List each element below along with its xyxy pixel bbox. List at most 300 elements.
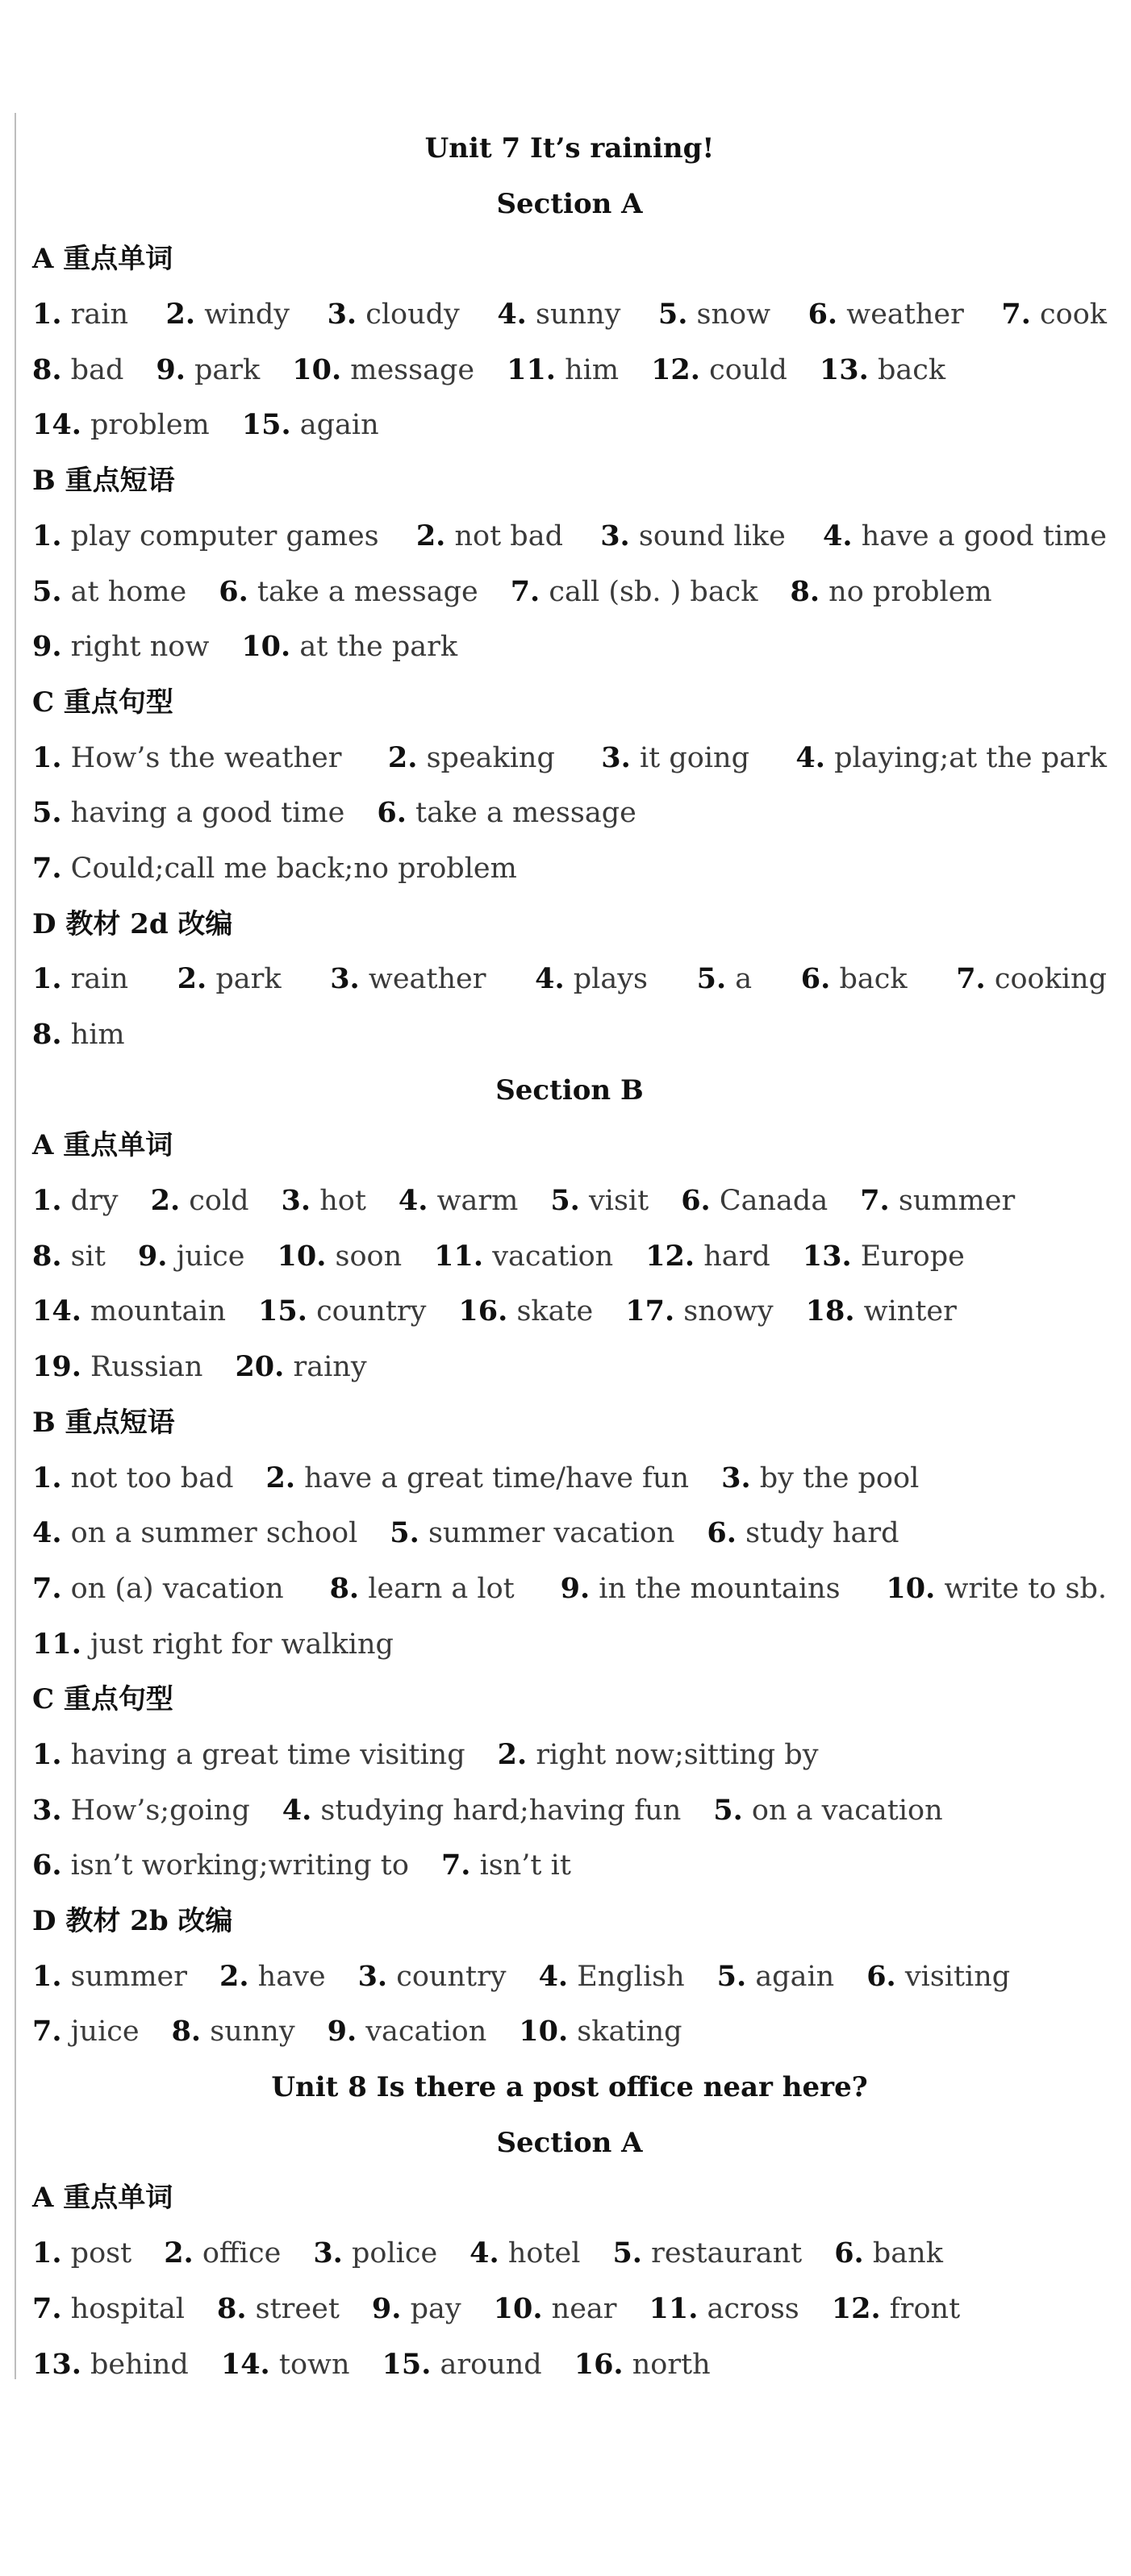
item-answer: Canada: [710, 1185, 828, 1218]
item-answer: rain: [61, 298, 129, 331]
answer-item: [519, 2004, 682, 2060]
item-number: 3.: [601, 740, 631, 774]
item-answer: message: [341, 353, 475, 386]
item-answer: summer: [61, 1960, 187, 1993]
item-answer: park: [185, 353, 261, 386]
answer-row: [29, 509, 1110, 565]
item-answer: learn a lot: [359, 1572, 515, 1605]
answer-row: [29, 952, 1110, 1007]
item-answer: problem: [81, 409, 210, 442]
answer-item: [292, 343, 474, 398]
item-answer: hard: [695, 1240, 770, 1273]
item-number: 7.: [956, 962, 986, 996]
item-number: 17.: [625, 1294, 675, 1328]
item-answer: Could;call me back;no problem: [61, 852, 517, 885]
item-number: 7.: [32, 1571, 62, 1605]
answer-item: [574, 2337, 711, 2393]
item-number: 7.: [860, 1184, 890, 1218]
answer-item: [795, 731, 1107, 786]
item-number: 15.: [258, 1294, 307, 1328]
item-number: 9.: [371, 2291, 402, 2325]
item-answer: just right for walking: [81, 1628, 394, 1661]
item-answer: visit: [579, 1185, 649, 1218]
item-number: 12.: [651, 352, 700, 386]
item-answer: bank: [863, 2237, 943, 2270]
item-answer: police: [342, 2237, 438, 2270]
item-number: 6.: [834, 2236, 864, 2270]
item-answer: him: [61, 1019, 125, 1051]
answer-item: [808, 287, 964, 343]
item-number: 11.: [649, 2291, 699, 2325]
item-answer: playing;at the park: [824, 741, 1107, 774]
item-number: 6.: [866, 1959, 896, 1993]
answer-item: [235, 1340, 366, 1395]
item-number: 13.: [32, 2347, 81, 2381]
item-number: 7.: [32, 851, 62, 885]
item-answer: back: [830, 963, 908, 996]
item-answer: cooking: [985, 963, 1107, 996]
answer-item: [277, 1229, 402, 1285]
answer-item: [138, 1229, 245, 1285]
item-answer: having a good time: [61, 797, 345, 830]
item-answer: Europe: [851, 1240, 965, 1273]
answer-item: [832, 2282, 960, 2337]
item-answer: having a great time visiting: [61, 1738, 465, 1771]
item-answer: How’s;going: [61, 1794, 250, 1827]
item-number: 15.: [382, 2347, 432, 2381]
item-number: 8.: [32, 352, 62, 386]
item-answer: study hard: [736, 1517, 899, 1550]
item-answer: street: [246, 2292, 340, 2325]
section-title: Section B: [495, 1073, 644, 1107]
item-answer: in the mountains: [590, 1572, 841, 1605]
item-number: 1.: [32, 1959, 62, 1993]
answer-item: [32, 731, 341, 786]
item-number: 1.: [32, 1461, 62, 1494]
answer-row: [29, 2004, 1110, 2060]
answer-item: [600, 509, 786, 565]
answer-item: [713, 1783, 942, 1839]
answer-row: [29, 841, 1110, 897]
answer-item: [32, 1007, 125, 1063]
item-answer: right now: [61, 631, 210, 664]
item-number: 4.: [538, 1959, 569, 1993]
answer-item: [330, 952, 486, 1007]
answer-item: [612, 2226, 802, 2282]
answer-item: [241, 619, 457, 675]
answer-row: [29, 1173, 1110, 1229]
item-number: 6.: [219, 574, 248, 608]
item-answer: juice: [167, 1240, 245, 1273]
item-number: 5.: [696, 962, 727, 996]
answer-item: [801, 952, 908, 1007]
item-answer: vacation: [357, 2015, 487, 2049]
item-answer: hospital: [61, 2292, 185, 2325]
item-number: 11.: [507, 352, 556, 386]
item-number: 6.: [32, 1849, 62, 1882]
item-answer: across: [698, 2292, 799, 2325]
item-number: 1.: [32, 298, 62, 331]
answer-row: [29, 1949, 1110, 2005]
item-answer: rain: [61, 963, 129, 996]
item-number: 2.: [415, 519, 446, 552]
answer-row: [29, 619, 1110, 675]
item-answer: play computer games: [61, 519, 379, 552]
item-number: 3.: [327, 298, 357, 331]
item-answer: no problem: [820, 575, 992, 608]
answer-item: [458, 1284, 593, 1340]
unit-title: Unit 8 Is there a post office near here?: [271, 2071, 868, 2104]
answer-item: [32, 509, 379, 565]
answer-item: [328, 2004, 487, 2060]
answer-row: [29, 2282, 1110, 2337]
answer-item: [32, 786, 344, 841]
item-answer: plays: [564, 963, 648, 996]
item-answer: cook: [1030, 298, 1107, 331]
answer-item: [32, 1728, 465, 1783]
item-number: 11.: [434, 1239, 484, 1273]
item-number: 16.: [458, 1294, 508, 1328]
item-number: 6.: [681, 1184, 711, 1218]
item-answer: take a message: [248, 575, 478, 608]
item-number: 4.: [535, 962, 565, 996]
answer-item: [32, 1229, 106, 1285]
section-heading-c: C 重点句型: [32, 1683, 173, 1716]
answer-item: [550, 1173, 649, 1229]
item-number: 5.: [390, 1516, 419, 1550]
answer-item: [507, 343, 619, 398]
item-answer: soon: [326, 1240, 403, 1273]
item-answer: sit: [61, 1240, 106, 1273]
item-number: 2.: [265, 1461, 296, 1494]
answer-item: [382, 2337, 542, 2393]
left-margin-rule: [15, 113, 16, 2379]
item-answer: summer vacation: [419, 1517, 675, 1550]
item-number: 2.: [387, 740, 418, 774]
item-answer: by the pool: [750, 1461, 920, 1494]
item-answer: hotel: [499, 2237, 581, 2270]
answer-item: [282, 1173, 366, 1229]
answer-row: [29, 1617, 1110, 1673]
item-number: 1.: [32, 2236, 62, 2270]
answer-item: [956, 952, 1107, 1007]
item-number: 9.: [156, 352, 186, 386]
item-number: 4.: [497, 298, 527, 331]
item-answer: around: [431, 2348, 542, 2381]
item-answer: How’s the weather: [61, 741, 342, 774]
item-number: 15.: [241, 408, 291, 442]
answer-item: [823, 509, 1107, 565]
answer-row: [29, 2337, 1110, 2393]
answer-item: [32, 1451, 234, 1507]
item-number: 1.: [32, 962, 62, 996]
item-answer: summer: [889, 1185, 1016, 1218]
answer-item: [32, 1340, 202, 1395]
answer-item: [470, 2226, 580, 2282]
item-number: 9.: [560, 1571, 591, 1605]
answer-row: [29, 2226, 1110, 2282]
item-number: 7.: [1001, 298, 1031, 331]
item-answer: studying hard;having fun: [311, 1794, 682, 1827]
item-answer: north: [623, 2348, 711, 2381]
item-answer: bad: [61, 353, 124, 386]
item-number: 8.: [329, 1571, 360, 1605]
item-number: 5.: [657, 298, 688, 331]
answer-item: [535, 952, 648, 1007]
item-number: 10.: [277, 1239, 327, 1273]
item-number: 1.: [32, 1184, 62, 1218]
item-answer: front: [880, 2292, 961, 2325]
answer-item: [434, 1229, 613, 1285]
item-number: 10.: [886, 1571, 936, 1605]
item-answer: right now;sitting by: [527, 1738, 819, 1771]
item-answer: town: [269, 2348, 350, 2381]
item-number: 2.: [164, 2236, 194, 2270]
item-number: 3.: [313, 2236, 343, 2270]
answer-row: [29, 1506, 1110, 1561]
answer-item: [32, 952, 128, 1007]
answer-row: [29, 287, 1110, 343]
item-number: 1.: [32, 740, 62, 774]
item-number: 16.: [574, 2347, 624, 2381]
item-answer: at home: [61, 575, 187, 608]
item-number: 7.: [440, 1849, 471, 1882]
answer-page: [29, 121, 1110, 2392]
item-number: 2.: [219, 1959, 249, 1993]
answer-item: [358, 1949, 507, 2005]
answer-item: [806, 1284, 957, 1340]
item-answer: office: [193, 2237, 282, 2270]
item-number: 3.: [330, 962, 360, 996]
item-answer: skating: [568, 2015, 682, 2049]
item-answer: windy: [195, 298, 290, 331]
item-number: 4.: [282, 1793, 312, 1827]
item-number: 14.: [220, 2347, 270, 2381]
answer-item: [834, 2226, 943, 2282]
item-number: 6.: [800, 962, 831, 996]
item-number: 12.: [645, 1239, 695, 1273]
item-number: 4.: [795, 740, 825, 774]
item-number: 6.: [707, 1516, 737, 1550]
item-answer: again: [290, 409, 379, 442]
item-answer: have a good time: [852, 519, 1107, 552]
item-number: 3.: [357, 1959, 388, 1993]
answer-item: [681, 1173, 828, 1229]
answer-item: [717, 1949, 835, 2005]
item-answer: him: [556, 353, 620, 386]
answer-item: [32, 1617, 394, 1673]
item-number: 4.: [823, 519, 853, 552]
answer-row: [29, 1284, 1110, 1340]
answer-item: [1001, 287, 1107, 343]
answer-item: [258, 1284, 426, 1340]
item-answer: post: [61, 2237, 132, 2270]
item-answer: near: [542, 2292, 617, 2325]
item-number: 2.: [165, 298, 196, 331]
answer-item: [645, 1229, 770, 1285]
answer-item: [707, 1506, 899, 1561]
answer-item: [32, 1506, 357, 1561]
item-number: 4.: [470, 2236, 499, 2270]
item-answer: write to sb.: [935, 1572, 1107, 1605]
item-answer: take a message: [406, 797, 636, 830]
answer-item: [172, 2004, 295, 2060]
answer-item: [791, 565, 992, 620]
answer-row: [29, 786, 1110, 841]
item-answer: on a summer school: [61, 1517, 358, 1550]
item-answer: at the park: [290, 631, 458, 664]
item-number: 1.: [32, 1737, 62, 1771]
item-number: 9.: [137, 1239, 168, 1273]
item-answer: speaking: [417, 741, 555, 774]
item-number: 3.: [600, 519, 630, 552]
item-answer: country: [307, 1295, 427, 1328]
answer-item: [32, 2226, 131, 2282]
answer-item: [177, 952, 282, 1007]
item-number: 10.: [519, 2015, 569, 2049]
item-number: 7.: [510, 574, 540, 608]
answer-item: [441, 1838, 571, 1894]
answer-item: [497, 287, 620, 343]
answer-row: [29, 1451, 1110, 1507]
item-answer: isn’t working;writing to: [61, 1849, 409, 1882]
answer-item: [242, 398, 379, 453]
item-number: 4.: [32, 1516, 62, 1550]
item-answer: sound like: [629, 519, 786, 552]
answer-item: [377, 786, 636, 841]
answer-item: [886, 1561, 1107, 1617]
item-number: 6.: [808, 298, 838, 331]
item-number: 2.: [497, 1737, 528, 1771]
item-number: 2.: [150, 1184, 181, 1218]
item-number: 1.: [32, 519, 62, 552]
answer-row: [29, 1838, 1110, 1894]
item-number: 18.: [805, 1294, 855, 1328]
answer-item: [32, 2004, 140, 2060]
answer-item: [164, 2226, 281, 2282]
item-answer: country: [387, 1960, 507, 1993]
answer-item: [32, 287, 128, 343]
answer-item: [32, 841, 517, 897]
item-answer: dry: [61, 1185, 119, 1218]
item-number: 11.: [32, 1627, 81, 1661]
answer-item: [266, 1451, 690, 1507]
section-heading-a: A 重点单词: [32, 2182, 173, 2215]
item-number: 5.: [550, 1184, 580, 1218]
item-answer: hot: [311, 1185, 366, 1218]
item-answer: weather: [837, 298, 964, 331]
item-answer: pay: [401, 2292, 461, 2325]
item-number: 6.: [377, 796, 407, 830]
item-answer: vacation: [483, 1240, 614, 1273]
answer-item: [32, 343, 123, 398]
answer-item: [219, 565, 478, 620]
item-number: 3.: [721, 1461, 751, 1494]
item-answer: mountain: [81, 1295, 227, 1328]
item-answer: isn’t it: [470, 1849, 571, 1882]
answer-item: [649, 2282, 799, 2337]
item-answer: have: [248, 1960, 326, 1993]
item-number: 5.: [612, 2236, 642, 2270]
item-answer: sunny: [526, 298, 621, 331]
item-answer: cloudy: [357, 298, 460, 331]
answer-item: [651, 343, 787, 398]
item-number: 8.: [32, 1018, 62, 1051]
item-answer: on (a) vacation: [61, 1572, 284, 1605]
item-answer: winter: [854, 1295, 957, 1328]
answer-item: [32, 1838, 409, 1894]
answer-item: [390, 1506, 674, 1561]
answer-item: [511, 565, 758, 620]
item-number: 7.: [32, 2015, 62, 2049]
answer-item: [32, 1561, 284, 1617]
answer-row: [29, 398, 1110, 453]
answer-item: [221, 2337, 350, 2393]
section-title: Section A: [496, 2126, 643, 2159]
item-number: 10.: [241, 630, 291, 664]
item-number: 4.: [398, 1184, 428, 1218]
item-answer: call (sb. ) back: [540, 575, 758, 608]
answer-item: [32, 619, 209, 675]
item-number: 20.: [235, 1350, 285, 1384]
answer-item: [32, 398, 210, 453]
item-number: 5.: [32, 574, 62, 608]
answer-item: [416, 509, 563, 565]
answer-item: [494, 2282, 617, 2337]
answer-item: [328, 287, 460, 343]
answer-row: [29, 1340, 1110, 1395]
section-heading-b: B 重点短语: [32, 465, 175, 498]
answer-item: [658, 287, 770, 343]
section-heading-d: D 教材 2b 改编: [32, 1905, 233, 1937]
answer-item: [372, 2282, 461, 2337]
item-number: 8.: [790, 574, 820, 608]
answer-item: [151, 1173, 249, 1229]
item-answer: skate: [507, 1295, 594, 1328]
answer-item: [32, 2337, 189, 2393]
answer-item: [601, 731, 749, 786]
answer-item: [32, 1173, 119, 1229]
unit-title: Unit 7 It’s raining!: [424, 132, 715, 165]
item-answer: rainy: [284, 1351, 367, 1384]
section-title: Section A: [496, 187, 643, 220]
item-number: 2.: [177, 962, 207, 996]
item-number: 5.: [713, 1793, 743, 1827]
answer-item: [32, 1284, 226, 1340]
section-heading-d: D 教材 2d 改编: [32, 907, 233, 940]
item-number: 5.: [32, 796, 62, 830]
answer-item: [313, 2226, 437, 2282]
item-answer: juice: [61, 2015, 140, 2049]
answer-item: [32, 1783, 250, 1839]
item-answer: snowy: [674, 1295, 774, 1328]
item-answer: warm: [428, 1185, 519, 1218]
answer-item: [860, 1173, 1015, 1229]
item-number: 5.: [716, 1959, 747, 1993]
answer-item: [282, 1783, 682, 1839]
item-number: 9.: [32, 630, 62, 664]
item-number: 8.: [32, 1239, 62, 1273]
item-number: 3.: [32, 1793, 62, 1827]
answer-item: [399, 1173, 518, 1229]
item-number: 7.: [32, 2291, 62, 2325]
item-answer: cold: [180, 1185, 249, 1218]
item-answer: again: [746, 1960, 835, 1993]
item-number: 14.: [32, 1294, 81, 1328]
item-answer: back: [868, 353, 946, 386]
item-answer: not too bad: [61, 1461, 234, 1494]
item-answer: have a great time/have fun: [295, 1461, 690, 1494]
